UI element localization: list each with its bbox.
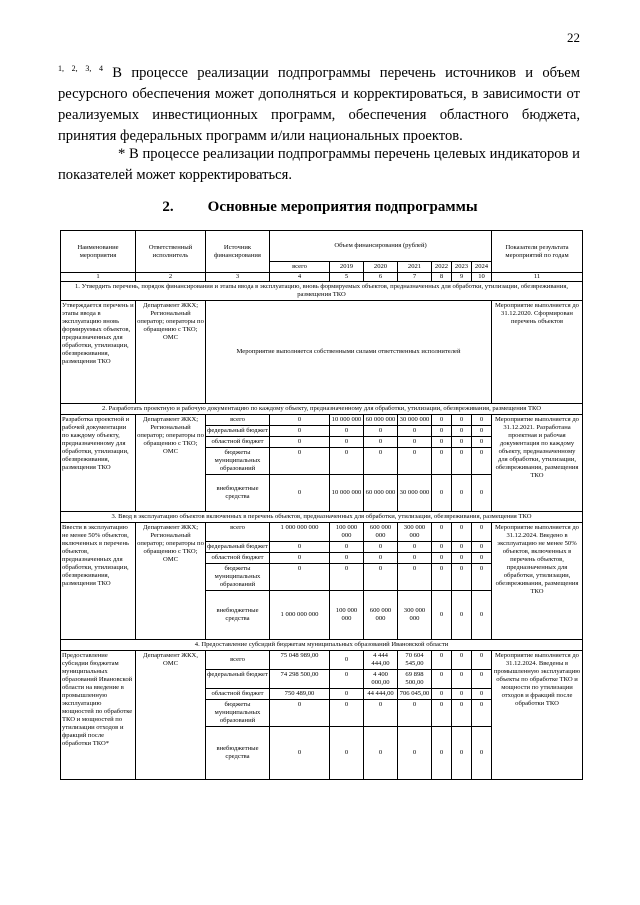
- value-cell: 10 000 000: [330, 475, 364, 512]
- column-number: 4: [270, 273, 330, 282]
- section-3-row: [61, 523, 583, 542]
- value-cell: 100 000 000: [330, 591, 364, 640]
- value-cell: 0: [452, 564, 472, 591]
- source-cell: федеральный бюджет: [206, 542, 270, 553]
- section-2-title: 2. Разработать проектную и рабочую документацию по каждому объекту, предназначенному для обработки, утилизации, обезвреживания, размещения ТКО: [61, 404, 583, 415]
- section-1-name: Утверждается перечень и этапы ввода в эксплуатацию вновь формируемых объектов, предназначенных для обработки, утилизации, обезвреживания, размещения ТКО: [61, 301, 136, 404]
- value-cell: 0: [432, 542, 452, 553]
- value-cell: 0: [330, 437, 364, 448]
- value-cell: 0: [452, 727, 472, 780]
- value-cell: 0: [330, 651, 364, 670]
- value-cell: 0: [398, 437, 432, 448]
- value-cell: 0: [364, 564, 398, 591]
- value-cell: 0: [270, 542, 330, 553]
- value-cell: 300 000 000: [398, 523, 432, 542]
- value-cell: 0: [270, 700, 330, 727]
- value-cell: 0: [364, 700, 398, 727]
- value-cell: 0: [432, 689, 452, 700]
- column-number: 8: [432, 273, 452, 282]
- value-cell: 100 000 000: [330, 523, 364, 542]
- value-cell: 0: [364, 542, 398, 553]
- section-4-result: Мероприятие выполняется до 31.12.2024. Введены в промышленную эксплуатацию объекты по обработке ТКО и мощности по утилизации отходов и фракций после обработки ТКО: [492, 651, 583, 780]
- column-number: 1: [61, 273, 136, 282]
- value-cell: 0: [398, 700, 432, 727]
- value-cell: 0: [472, 591, 492, 640]
- section-2-executor: Департамент ЖКХ; Региональный оператор; операторы по обращению с ТКО; ОМС: [136, 415, 206, 512]
- source-cell: внебюджетные средства: [206, 727, 270, 780]
- value-cell: 0: [452, 437, 472, 448]
- value-cell: 60 000 000: [364, 475, 398, 512]
- column-number: 3: [206, 273, 270, 282]
- value-cell: 69 898 500,00: [398, 670, 432, 689]
- section-title: Основные мероприятия подпрограммы: [207, 199, 478, 215]
- value-cell: 0: [270, 553, 330, 564]
- value-cell: 0: [452, 651, 472, 670]
- value-cell: 0: [330, 553, 364, 564]
- value-cell: 30 000 000: [398, 415, 432, 426]
- section-1-note: Мероприятие выполняется собственными силами ответственных исполнителей: [206, 301, 492, 404]
- value-cell: 0: [472, 475, 492, 512]
- column-number: 9: [452, 273, 472, 282]
- column-number: 2: [136, 273, 206, 282]
- paragraph-indicators-note: * В процессе реализации подпрограммы перечень целевых индикаторов и показателей может корректироваться.: [58, 146, 580, 183]
- value-cell: 0: [432, 651, 452, 670]
- source-cell: федеральный бюджет: [206, 426, 270, 437]
- value-cell: 60 000 000: [364, 415, 398, 426]
- column-number: 5: [330, 273, 364, 282]
- value-cell: 0: [452, 689, 472, 700]
- value-cell: 0: [330, 700, 364, 727]
- value-cell: 0: [452, 700, 472, 727]
- value-cell: 0: [270, 475, 330, 512]
- value-cell: 44 444,00: [364, 689, 398, 700]
- source-cell: областной бюджет: [206, 437, 270, 448]
- value-cell: 0: [432, 564, 452, 591]
- value-cell: 706 045,00: [398, 689, 432, 700]
- header-total: всего: [270, 262, 330, 273]
- value-cell: 0: [364, 727, 398, 780]
- source-cell: внебюджетные средства: [206, 591, 270, 640]
- value-cell: 0: [432, 437, 452, 448]
- section-2-name: Разработка проектной и рабочей документации по каждому объекту, предназначенному для обработки, утилизации, обезвреживания, размещения ТКО: [61, 415, 136, 512]
- value-cell: 0: [472, 651, 492, 670]
- value-cell: 0: [398, 542, 432, 553]
- section-heading: [0, 199, 640, 216]
- value-cell: 0: [330, 564, 364, 591]
- column-number: 6: [364, 273, 398, 282]
- source-cell: федеральный бюджет: [206, 670, 270, 689]
- value-cell: 0: [472, 448, 492, 475]
- section-4-title-row: [61, 640, 583, 651]
- value-cell: 0: [432, 426, 452, 437]
- header-volume: Объем финансирования (рублей): [270, 231, 492, 262]
- value-cell: 4 444 444,00: [364, 651, 398, 670]
- header-executor: Ответственный исполнитель: [136, 231, 206, 273]
- value-cell: 1 000 000 000: [270, 591, 330, 640]
- value-cell: 4 400 000,00: [364, 670, 398, 689]
- value-cell: 0: [364, 426, 398, 437]
- section-3-name: Ввести в эксплуатацию не менее 50% объектов, включенных в перечень объектов, предназначенных для обработки, утилизации, обезвреживания, размещения ТКО: [61, 523, 136, 640]
- section-2-title-row: [61, 404, 583, 415]
- value-cell: 0: [452, 523, 472, 542]
- value-cell: 0: [270, 437, 330, 448]
- section-1-title: 1. Утвердить перечень, порядок финансирования и этапы ввода в эксплуатацию, вновь формируемых объектов, предназначенных для обработки, утилизации, обезвреживания, размещения ТКО: [61, 282, 583, 301]
- value-cell: 0: [452, 542, 472, 553]
- value-cell: 0: [472, 542, 492, 553]
- value-cell: 0: [398, 727, 432, 780]
- value-cell: 0: [330, 727, 364, 780]
- value-cell: 0: [472, 564, 492, 591]
- source-cell: всего: [206, 651, 270, 670]
- value-cell: 0: [270, 415, 330, 426]
- header-row: [61, 231, 583, 262]
- section-4-name: Предоставление субсидии бюджетам муниципальных образований Ивановской области на введение в промышленную эксплуатацию мощностей по обработке ТКО и мощностей по утилизации отходов и фракций после обработки ТКО*: [61, 651, 136, 780]
- value-cell: 0: [432, 591, 452, 640]
- section-3-result: Мероприятие выполняется до 31.12.2024. Введено в эксплуатацию не менее 50% объектов, включенных в перечень объектов, предназначенных для обработки, утилизации, обезвреживания, размещения ТКО: [492, 523, 583, 640]
- value-cell: 0: [432, 523, 452, 542]
- header-year: 2024: [472, 262, 492, 273]
- section-number: 2.: [162, 199, 174, 215]
- value-cell: 0: [432, 670, 452, 689]
- section-1-title-row: [61, 282, 583, 301]
- value-cell: 0: [364, 553, 398, 564]
- value-cell: 0: [398, 448, 432, 475]
- value-cell: 0: [330, 689, 364, 700]
- value-cell: 600 000 000: [364, 523, 398, 542]
- value-cell: 0: [270, 426, 330, 437]
- value-cell: 0: [452, 426, 472, 437]
- value-cell: 0: [432, 700, 452, 727]
- value-cell: 0: [472, 523, 492, 542]
- section-4-row: [61, 651, 583, 670]
- source-cell: областной бюджет: [206, 689, 270, 700]
- section-1-result: Мероприятие выполняется до 31.12.2020. Сформирован перечень объектов: [492, 301, 583, 404]
- value-cell: 0: [452, 553, 472, 564]
- header-year: 2019: [330, 262, 364, 273]
- header-year: 2022: [432, 262, 452, 273]
- column-number: 7: [398, 273, 432, 282]
- column-number: 10: [472, 273, 492, 282]
- value-cell: 0: [452, 670, 472, 689]
- value-cell: 0: [452, 591, 472, 640]
- header-indicators: Показатели результата мероприятий по годам: [492, 231, 583, 273]
- section-2-row: [61, 415, 583, 426]
- value-cell: 0: [472, 426, 492, 437]
- value-cell: 0: [432, 448, 452, 475]
- value-cell: 1 000 000 000: [270, 523, 330, 542]
- value-cell: 0: [398, 564, 432, 591]
- header-source: Источник финансирования: [206, 231, 270, 273]
- section-4-executor: Департамент ЖКХ, ОМС: [136, 651, 206, 780]
- section-4-title: 4. Предоставление субсидий бюджетам муниципальных образований Ивановской области: [61, 640, 583, 651]
- value-cell: 300 000 000: [398, 591, 432, 640]
- section-1-row: [61, 301, 583, 404]
- value-cell: 0: [452, 475, 472, 512]
- value-cell: 600 000 000: [364, 591, 398, 640]
- source-cell: бюджеты муниципальных образований: [206, 448, 270, 475]
- value-cell: 0: [432, 553, 452, 564]
- header-year: 2020: [364, 262, 398, 273]
- paragraph-sources-note: [58, 58, 580, 147]
- value-cell: 74 298 500,00: [270, 670, 330, 689]
- value-cell: 0: [330, 448, 364, 475]
- section-3-title-row: [61, 512, 583, 523]
- value-cell: 0: [472, 670, 492, 689]
- value-cell: 70 604 545,00: [398, 651, 432, 670]
- value-cell: 0: [472, 553, 492, 564]
- value-cell: 0: [472, 727, 492, 780]
- value-cell: 0: [432, 415, 452, 426]
- header-name: Наименование мероприятия: [61, 231, 136, 273]
- value-cell: 0: [330, 426, 364, 437]
- value-cell: 750 489,00: [270, 689, 330, 700]
- activities-table: [60, 230, 583, 780]
- value-cell: 0: [330, 670, 364, 689]
- section-3-executor: Департамент ЖКХ; Региональный оператор; операторы по обращению с ТКО; ОМС: [136, 523, 206, 640]
- value-cell: 0: [270, 448, 330, 475]
- source-cell: всего: [206, 523, 270, 542]
- value-cell: 0: [452, 415, 472, 426]
- page-number: 22: [567, 30, 580, 45]
- value-cell: 0: [452, 448, 472, 475]
- header-year: 2021: [398, 262, 432, 273]
- value-cell: 10 000 000: [330, 415, 364, 426]
- source-cell: бюджеты муниципальных образований: [206, 700, 270, 727]
- value-cell: 0: [432, 475, 452, 512]
- value-cell: 75 048 989,00: [270, 651, 330, 670]
- value-cell: 0: [398, 553, 432, 564]
- value-cell: 0: [472, 689, 492, 700]
- value-cell: 0: [364, 448, 398, 475]
- section-1-executor: Департамент ЖКХ; Региональный оператор; операторы по обращению с ТКО; ОМС: [136, 301, 206, 404]
- source-cell: внебюджетные средства: [206, 475, 270, 512]
- section-2-result: Мероприятие выполняется до 31.12.2021. Разработана проектная и рабочая документация по каждому объекту, предназначенному для обработки, утилизации, обезвреживания, размещения ТКО: [492, 415, 583, 512]
- section-3-title: 3. Ввод в эксплуатацию объектов включенных в перечень объектов, предназначенных для обработки, утилизации, обезвреживания, размещения ТКО: [61, 512, 583, 523]
- value-cell: 30 000 000: [398, 475, 432, 512]
- source-cell: всего: [206, 415, 270, 426]
- value-cell: 0: [364, 437, 398, 448]
- value-cell: 0: [432, 727, 452, 780]
- column-number: 11: [492, 273, 583, 282]
- value-cell: 0: [472, 700, 492, 727]
- value-cell: 0: [472, 437, 492, 448]
- value-cell: 0: [270, 564, 330, 591]
- source-cell: областной бюджет: [206, 553, 270, 564]
- paragraph-sources-text: В процессе реализации подпрограммы перечень источников и объем ресурсного обеспечения может дополняться и корректироваться, в зависимости от реализуемых инвестиционных программ, обеспечения областного бюджета, принятия федеральных программ и/или национальных проектов.: [58, 65, 581, 144]
- value-cell: 0: [330, 542, 364, 553]
- column-numbers-row: [61, 273, 583, 282]
- footnote-markers: 1, 2, 3, 4: [58, 64, 103, 73]
- value-cell: 0: [398, 426, 432, 437]
- value-cell: 0: [270, 727, 330, 780]
- header-year: 2023: [452, 262, 472, 273]
- source-cell: бюджеты муниципальных образований: [206, 564, 270, 591]
- value-cell: 0: [472, 415, 492, 426]
